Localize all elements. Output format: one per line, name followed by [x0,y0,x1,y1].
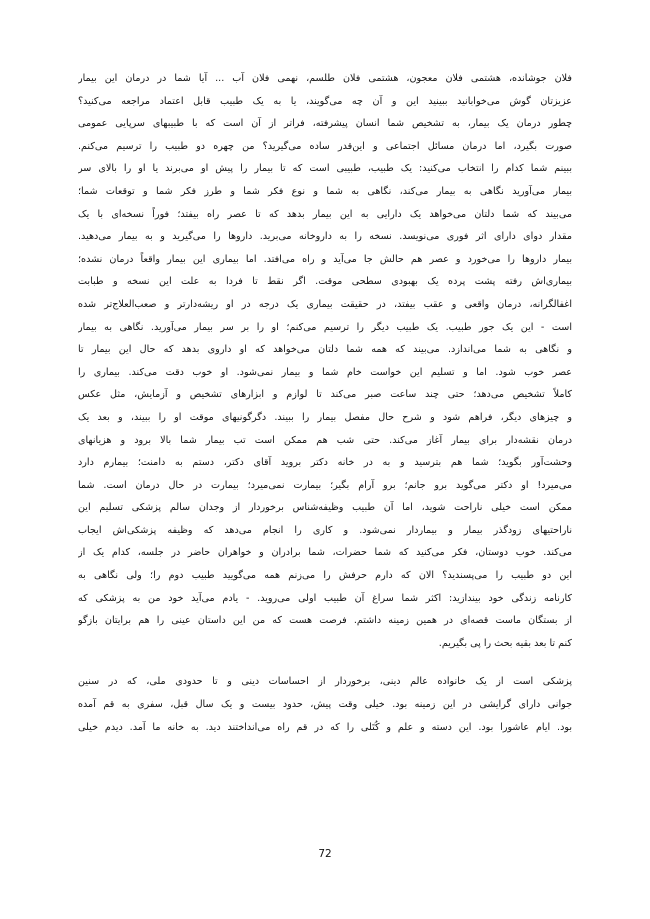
text-line: عصر خوب شود. اما و تسلیم این خواست خام شما و بیمار نمی‌شود. او خوب دقت می‌کند. بیماری را [78,366,572,378]
text-line: بیماری‌اش رفته پشت پرده یک بهبودی سطحی موقت. اگر نقط تا فردا به علت این نسخه و طبابت [78,276,572,288]
text-line: جوانی دارای گرایشی در این زمینه بود. خیلی وقت پیش، حدود بیست و یک سال قبل، سفری به قم آمده [78,699,572,711]
text-line: درمان نقشه‌دار برای بیمار آغاز می‌کند. حتی شب هم ممکن است تب بیمار شما بالا برود و هزیانهای [78,434,572,446]
body-text [78,68,572,739]
text-line: فلان جوشانده، هشتمی فلان معجون، هشتمی فلان طلسم، نهمی فلان آب ... آیا شما در درمان این بیمار [78,73,572,84]
text-line: اغفالگرانه، درمان واقعی و عقب بیفتد، در حقیقت بیماری یک درجه در او ریشه‌دارتر و صعب‌العلاج‌تر شده [78,298,572,310]
text-line: بیمار می‌آورید نگاهی به بیمار می‌کند، نگاهی به شما و نوع فکر شما و طرز فکر شما و توقعات شما؛ [78,185,572,197]
text-line: ممکن است خیلی ناراحت شوید، اما آن طبیب وظیفه‌شناس برخوردار از وجدان سالم پزشکی تسلیم این [78,502,572,514]
text-line: از بستگان ماست قصه‌ای در همین زمینه داشتم. فرصت هست که من این داستان عینی را هم برایتان بازگو [78,615,572,627]
text-line: مقدار دوای دارای اثر فوری می‌نویسد. نسخه را به داروخانه می‌برید. داروها را می‌گیرید و به بیمار می‌دهید. [78,231,572,243]
text-line: ببینم شما کدام را انتخاب می‌کنید: یک طبیب، طبیبی است که تا بیمار را پیش او می‌برند یا او را بالای سر [78,163,572,175]
text-line: وحشت‌آور بگوید؛ شما هم بترسید و به در خانه دکتر بروید آقای دکتر، دستم به دامنت؛ بیمارم دارد [78,457,572,469]
text-line: کنم تا بعد بقیه بحث را پی بگیریم. [438,637,572,649]
text-line: بیمار داروها را می‌خورد و عصر هم حالش جا می‌آید و راه می‌افتد. اما بیماری این بیمار واقعاً درمان نشده؛ [78,253,572,265]
text-line: بود. ایام عاشورا بود. این دسته و علم و کُتَلی را که در قم راه می‌انداختند دید. به خانه ما آمد. دیدم خیلی [78,721,572,733]
text-line: و چیزهای دیگر، فراهم شود و شرح حال مفصل بیمار را ببیند. دگرگونیهای موقت او را ببیند، و بعد یک [78,411,572,423]
text-line: ناراحتیهای زودگذر بیمار و بیماردار نمی‌شود. و کاری را انجام می‌دهد که وظیفه پزشکی‌اش ایجاب [78,524,572,536]
text-line: است - این یک جور طبیب. یک طبیب دیگر را ترسیم می‌کنم؛ او را بر سر بیمار می‌آورید. نگاهی به بیمار [78,321,572,333]
text-line: می‌میرد! او دکتر می‌گوید برو جانم؛ برو آرام بگیر؛ بیمارت نمی‌میرد؛ بیمارت در حال درمان است. شما [78,479,572,491]
text-line: کارنامه زندگی خود بیندازید: اکثر شما سراغ آن طبیب اولی می‌روید. - یادم می‌آید خود من به پزشکی که [78,592,572,604]
text-line: عزیزتان گوش می‌خوابانید ببینید این و آن چه می‌گویند، یا به یک طبیب قابل اعتماد مراجعه می‌کنید؟ [78,95,572,107]
text-line: صورت بگیرد، اما درمان مسائل اجتماعی و این‌قدر ساده می‌گیرید؟ من چهره دو طبیب را ترسیم می‌کنم. [78,140,572,152]
text-line: این دو طبیب را می‌پسندید؟ الان که دارم حرفش را می‌زنم همه می‌گویید طبیب دوم را؛ ولی نگاهی به [78,570,572,582]
page-number: 72 [318,848,332,860]
text-line: و نگاهی به شما می‌اندازد. می‌بیند که همه شما دلتان می‌خواهد که او داروی بدهد که حال این بیمار تا [78,344,572,356]
text-line: کاملاً تشخیص می‌دهد؛ حتی چند ساعت صبر می‌کند تا لوازم و ابزارهای تشخیص و آزمایش، مثل عکس [78,389,572,401]
text-line: پزشکی است از یک خانواده عالم دینی، برخوردار از احساسات دینی و تا حدودی ملی، که در سنین [78,676,572,688]
text-line: می‌بیند که شما دلتان می‌خواهد یک دارایی به این بیمار بدهد که تا عصر راه بیفتد؛ فوراً نسخه‌ای با یک [78,208,572,220]
text-line: چطور درمان یک بیمار، به تشخیص شما انسان پیشرفته، فراتر از آن است که با طبیبهای سرپایی عمومی [78,118,572,130]
text-line: می‌کند. خوب دوستان، فکر می‌کنید که شما حضرات، شما برادران و خواهران حاضر در جلسه، کدام یک از [78,547,572,559]
